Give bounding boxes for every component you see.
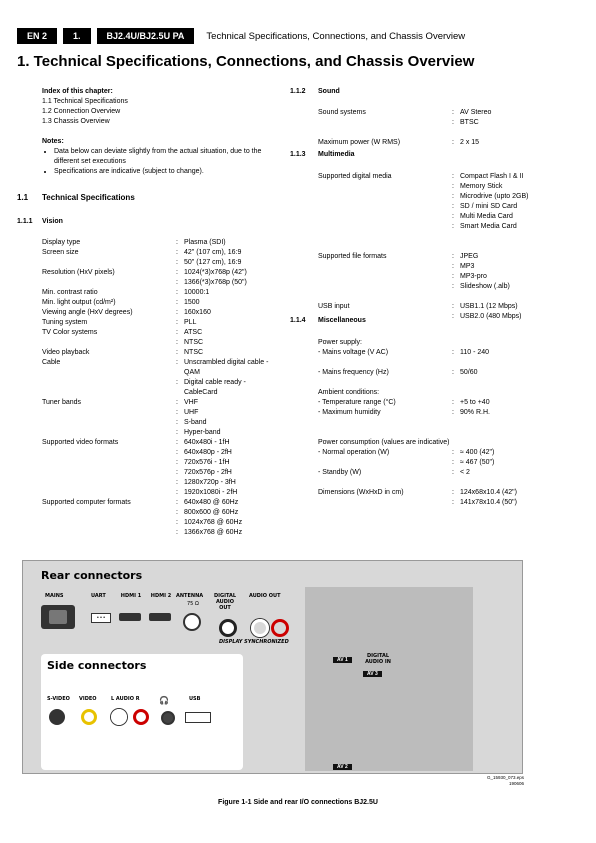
s-video-jack-icon [49, 709, 65, 725]
model-chip: BJ2.4U/BJ2.5U PA [97, 28, 195, 44]
spec-value: ≈ 400 (42") [460, 449, 495, 456]
spec-value: ATSC [184, 329, 203, 336]
spec-value: 2 x 15 [460, 139, 480, 146]
section-title: Vision [42, 218, 63, 225]
spec-value: 124x68x10.4 (42") [460, 489, 517, 496]
spec-value: AV Stereo [460, 109, 492, 116]
spec-row [318, 192, 548, 202]
spec-value: NTSC [184, 349, 204, 356]
ambient-label: Ambient conditions: [318, 389, 380, 396]
spec-colon: : [452, 263, 454, 270]
spec-colon: : [176, 429, 178, 436]
video-label: VIDEO [79, 696, 97, 702]
usb-label: USB [189, 696, 201, 702]
spec-key: Video playback [42, 349, 90, 356]
section-number: 1.1.4 [290, 317, 306, 324]
spec-row [42, 288, 272, 298]
spec-value: Memory Stick [460, 183, 503, 190]
spec-row [42, 438, 272, 448]
spec-key: Maximum power (W RMS) [318, 139, 401, 146]
spec-value: VHF [184, 399, 198, 406]
spec-key [42, 408, 176, 418]
spec-key [318, 212, 452, 222]
spec-colon: : [452, 283, 454, 290]
spec-value: < 2 [460, 469, 470, 476]
spec-colon: : [176, 509, 178, 516]
side-connectors-title: Side connectors [47, 659, 147, 672]
section-number: 1.1.3 [290, 151, 306, 158]
spec-row [42, 428, 272, 438]
antenna-impedance: 75 Ω [187, 601, 199, 607]
spec-key: Min. light output (cd/m²) [42, 299, 116, 306]
spec-value: 42" (107 cm), 16:9 [184, 249, 242, 256]
spec-key: Supported digital media [318, 173, 392, 180]
spec-key: Display type [42, 239, 81, 246]
spec-value: 1920x1080i - 2fH [184, 489, 238, 496]
spec-row [318, 118, 548, 128]
spec-colon: : [452, 183, 454, 190]
s-video-label: S-VIDEO [47, 696, 70, 702]
spec-colon: : [176, 419, 178, 426]
coax-jack-icon [219, 619, 237, 637]
spec-key [318, 272, 452, 282]
spec-value: 10000:1 [184, 289, 210, 296]
spec-key [42, 448, 176, 458]
chapter-title: 1. Technical Specifications, Connections, and Chassis Overview [17, 53, 475, 70]
spec-row: Dimensions (WxHxD in cm) : 124x68x10.4 (42") [318, 488, 548, 498]
spec-value: Hyper-band [184, 429, 221, 436]
spec-key [318, 222, 452, 232]
audio-r-jack-icon [271, 619, 289, 637]
antenna-label: ANTENNA [176, 593, 204, 599]
spec-key [42, 258, 176, 268]
section-1-1-1-heading [17, 217, 63, 227]
hdmi1-label: HDMI 1 [120, 593, 142, 599]
section-number: 1.1 [17, 193, 29, 202]
spec-colon: : [176, 359, 178, 366]
spec-colon: : [176, 309, 178, 316]
spec-colon: : [176, 299, 178, 306]
spec-key: - Temperature range (°C) [318, 399, 396, 406]
section-title: Multimedia [318, 151, 355, 158]
audio-l-jack-icon [111, 709, 127, 725]
spec-row: - Temperature range (°C) : +5 to +40 [318, 398, 548, 408]
spec-key: Cable [42, 359, 61, 366]
note-item: • Specifications are indicative (subject to change). [54, 167, 262, 177]
spec-colon: : [452, 119, 454, 126]
spec-colon: : [176, 269, 178, 276]
spec-key [42, 378, 176, 398]
spec-colon: : [452, 223, 454, 230]
spec-value: Multi Media Card [460, 213, 513, 220]
spec-row [42, 358, 272, 378]
spec-colon: : [452, 213, 454, 220]
misc-spec-table [318, 338, 548, 508]
spec-row [42, 248, 272, 258]
spec-value: +5 to +40 [460, 399, 490, 406]
spec-key: Resolution (HxV pixels) [42, 269, 115, 276]
spec-key: - Standby (W) [318, 469, 362, 476]
spec-row [42, 458, 272, 468]
page-number-chip: EN 2 [17, 28, 57, 44]
spec-colon: : [452, 109, 454, 116]
spec-value: 50" (127 cm), 16:9 [184, 259, 242, 266]
spec-key: - Normal operation (W) [318, 449, 390, 456]
spec-value: UHF [184, 409, 199, 416]
spec-value: 720x576i - 1fH [184, 459, 230, 466]
spec-key [318, 182, 452, 192]
spec-row [42, 278, 272, 288]
spec-colon: : [452, 273, 454, 280]
section-number: 1.1.1 [17, 218, 33, 225]
spec-colon: : [452, 313, 454, 320]
spec-value: Slideshow (.alb) [460, 283, 510, 290]
spec-key [42, 478, 176, 488]
audio-out-label: AUDIO OUT [249, 593, 281, 599]
spec-colon: : [452, 303, 454, 310]
spec-colon: : [176, 459, 178, 466]
usb-port-icon [185, 712, 211, 723]
spec-colon: : [176, 489, 178, 496]
spec-key: Dimensions (WxHxD in cm) [318, 489, 404, 496]
spec-key [318, 262, 452, 272]
spec-value: Unscrambled digital cable - QAM [184, 359, 269, 376]
spec-colon: : [176, 349, 178, 356]
spec-key: Supported video formats [42, 439, 119, 446]
spec-row [42, 318, 272, 328]
spec-colon: : [176, 339, 178, 346]
spec-colon: : [176, 479, 178, 486]
spec-row [318, 272, 548, 282]
notes-list [42, 147, 262, 177]
section-title: Sound [318, 88, 340, 95]
spec-value: 50/60 [460, 369, 478, 376]
section-1-1-heading [17, 193, 135, 204]
spec-colon: : [176, 329, 178, 336]
spec-value: JPEG [460, 253, 479, 260]
spec-key: Tuning system [42, 319, 88, 326]
index-title: Index of this chapter: [42, 88, 113, 95]
spec-key [42, 278, 176, 288]
spec-value: Plasma (SDI) [184, 239, 226, 246]
mains-socket-icon [41, 605, 75, 629]
spec-value: 640x480p - 2fH [184, 449, 232, 456]
spec-key [42, 518, 176, 528]
page-header [17, 28, 465, 44]
section-title: Technical Specifications [42, 193, 135, 202]
figure-reference [487, 775, 524, 787]
digital-audio-out-label: DIGITAL AUDIO OUT [213, 593, 237, 611]
spec-colon: : [452, 193, 454, 200]
spec-row [42, 378, 272, 398]
spec-row [318, 202, 548, 212]
spec-row [42, 298, 272, 308]
spec-colon: : [176, 399, 178, 406]
notes-title: Notes: [42, 138, 64, 145]
spec-row [318, 282, 548, 292]
spec-key [318, 192, 452, 202]
figure-date-ref: 190606 [508, 781, 524, 786]
spec-row [42, 488, 272, 498]
spec-row: : ≈ 467 (50") [318, 458, 548, 468]
spec-colon: : [452, 203, 454, 210]
spec-value: 800x600 @ 60Hz [184, 509, 239, 516]
spec-value: 1366(*3)x768p (50") [184, 279, 247, 286]
uart-label: UART [91, 593, 106, 599]
spec-value: USB2.0 (480 Mbps) [460, 313, 522, 320]
spec-value: MP3 [460, 263, 475, 270]
spec-row [42, 418, 272, 428]
spec-colon: : [452, 253, 454, 260]
spec-value: 640x480 @ 60Hz [184, 499, 239, 506]
spec-colon: : [176, 519, 178, 526]
spec-colon: : [176, 529, 178, 536]
spec-key [42, 468, 176, 478]
spec-value: 720x576p - 2fH [184, 469, 232, 476]
spec-value: ≈ 467 (50") [460, 459, 495, 466]
spec-colon: : [176, 449, 178, 456]
hdmi-port-icon [149, 613, 171, 621]
headphone-icon: 🎧 [159, 696, 169, 705]
spec-row [42, 328, 272, 338]
spec-key [318, 118, 452, 128]
spec-key [42, 508, 176, 518]
spec-row [42, 348, 272, 358]
spec-key [42, 338, 176, 348]
sound-spec-table [318, 108, 548, 148]
audio-l-jack-icon [251, 619, 269, 637]
spec-row [42, 408, 272, 418]
spec-value: 1500 [184, 299, 200, 306]
uart-port-icon: • • • [91, 613, 111, 623]
spec-colon: : [176, 289, 178, 296]
spec-colon: : [176, 239, 178, 246]
index-item: 1.3 Chassis Overview [42, 118, 110, 125]
spec-value: 141x78x10.4 (50") [460, 499, 517, 506]
spec-value: PLL [184, 319, 197, 326]
section-1-1-2-heading [290, 87, 340, 97]
spec-value: 160x160 [184, 309, 211, 316]
spec-value: 1366x768 @ 60Hz [184, 529, 243, 536]
spec-key: TV Color systems [42, 329, 98, 336]
spec-key: Screen size [42, 249, 79, 256]
spec-key [42, 428, 176, 438]
index-block [42, 87, 262, 177]
spec-row [318, 212, 548, 222]
spec-colon: : [176, 409, 178, 416]
spec-key [42, 418, 176, 428]
spec-value: BTSC [460, 119, 479, 126]
spec-value: Digital cable ready - CableCard [184, 379, 246, 396]
spec-key: - Maximum humidity [318, 409, 381, 416]
spec-key: - Mains frequency (Hz) [318, 369, 389, 376]
mains-label: MAINS [45, 593, 64, 599]
spec-row: - Standby (W) : < 2 [318, 468, 548, 478]
spec-value: 640x480i - 1fH [184, 439, 230, 446]
spec-colon: : [452, 173, 454, 180]
spec-row [318, 252, 548, 262]
spec-row [42, 498, 272, 508]
spec-row: - Maximum humidity : 90% R.H. [318, 408, 548, 418]
spec-row: - Mains frequency (Hz) : 50/60 [318, 368, 548, 378]
spec-key [318, 282, 452, 292]
spec-row [42, 308, 272, 318]
connectors-figure [22, 560, 523, 774]
spec-colon: : [176, 249, 178, 256]
spec-value: USB1.1 (12 Mbps) [460, 303, 518, 310]
spec-row [42, 508, 272, 518]
hdmi-port-icon [119, 613, 141, 621]
spec-key: Min. contrast ratio [42, 289, 98, 296]
note-item: • Data below can deviate slightly from the actual situation, due to the different set executions [54, 147, 262, 167]
spec-value: 1024x768 @ 60Hz [184, 519, 243, 526]
spec-value: 1280x720p - 3fH [184, 479, 236, 486]
chapter-chip: 1. [63, 28, 91, 44]
antenna-jack-icon [183, 613, 201, 631]
spec-value: NTSC [184, 339, 204, 346]
spec-row [42, 398, 272, 408]
spec-key [42, 458, 176, 468]
spec-key [42, 528, 176, 538]
spec-key: Tuner bands [42, 399, 82, 406]
header-title: Technical Specifications, Connections, and Chassis Overview [206, 30, 466, 42]
spec-row [318, 182, 548, 192]
spec-row [318, 262, 548, 272]
spec-value: Microdrive (upto 2GB) [460, 193, 529, 200]
spec-key: Sound systems [318, 109, 366, 116]
spec-colon: : [176, 379, 178, 386]
spec-row [42, 468, 272, 478]
spec-key [318, 202, 452, 212]
spec-value: 110 - 240 [460, 349, 490, 356]
hdmi2-label: HDMI 2 [150, 593, 172, 599]
consumption-label: Power consumption (values are indicative) [318, 439, 450, 446]
spec-colon: : [452, 139, 454, 146]
video-jack-icon [81, 709, 97, 725]
headphone-jack-icon [161, 711, 175, 725]
av3-badge: AV 3 [363, 671, 382, 677]
spec-key: USB input [318, 303, 350, 310]
spec-row [42, 448, 272, 458]
section-1-1-4-heading [290, 316, 366, 326]
spec-value: S-band [184, 419, 207, 426]
spec-value: 90% R.H. [460, 409, 490, 416]
spec-key: Supported computer formats [42, 499, 131, 506]
spec-colon: : [176, 259, 178, 266]
spec-row [318, 172, 548, 182]
spec-row [42, 268, 272, 278]
display-sync-label: DISPLAY SYNCHRONIZED [219, 639, 289, 645]
spec-row [42, 478, 272, 488]
vision-spec-table [42, 238, 272, 538]
index-item: 1.2 Connection Overview [42, 108, 121, 115]
spec-row [318, 138, 548, 148]
spec-row [318, 108, 548, 118]
spec-row [42, 518, 272, 528]
spec-value: MP3-pro [460, 273, 487, 280]
spec-colon: : [176, 469, 178, 476]
digital-audio-in-label: DIGITAL AUDIO IN [365, 653, 391, 665]
spec-row [318, 222, 548, 232]
spec-key: - Mains voltage (V AC) [318, 349, 389, 356]
rear-connectors-title: Rear connectors [41, 569, 143, 582]
spec-value: SD / mini SD Card [460, 203, 518, 210]
spec-row [42, 528, 272, 538]
index-item: 1.1 Technical Specifications [42, 98, 128, 105]
spec-value: Compact Flash I & II [460, 173, 524, 180]
spec-colon: : [176, 279, 178, 286]
spec-value: Smart Media Card [460, 223, 517, 230]
spec-value: 1024(*3)x768p (42") [184, 269, 247, 276]
side-connectors-panel [41, 654, 243, 770]
figure-caption: Figure 1-1 Side and rear I/O connections BJ2.5U [218, 799, 378, 806]
av2-badge: AV 2 [333, 764, 352, 770]
multimedia-spec-table [318, 172, 548, 322]
section-number: 1.1.2 [290, 88, 306, 95]
spec-colon: : [176, 499, 178, 506]
spec-row: : 141x78x10.4 (50") [318, 498, 548, 508]
spec-key: Supported file formats [318, 253, 387, 260]
spec-key [42, 488, 176, 498]
spec-colon: : [176, 439, 178, 446]
av-connector-panel [305, 587, 473, 771]
audio-r-jack-icon [133, 709, 149, 725]
audio-lr-label: L AUDIO R [111, 696, 140, 702]
figure-file-ref: G_15930_073.eps [486, 775, 524, 780]
spec-row [318, 302, 548, 312]
spec-row [42, 338, 272, 348]
spec-colon: : [176, 319, 178, 326]
spec-row: - Normal operation (W) : ≈ 400 (42") [318, 448, 548, 458]
av1-badge: AV 1 [333, 657, 352, 663]
spec-row: - Mains voltage (V AC) : 110 - 240 [318, 348, 548, 358]
power-supply-label: Power supply: [318, 339, 362, 346]
section-1-1-3-heading [290, 150, 355, 160]
spec-row [42, 258, 272, 268]
spec-row [42, 238, 272, 248]
spec-key: Viewing angle (HxV degrees) [42, 309, 133, 316]
section-title: Miscellaneous [318, 317, 366, 324]
